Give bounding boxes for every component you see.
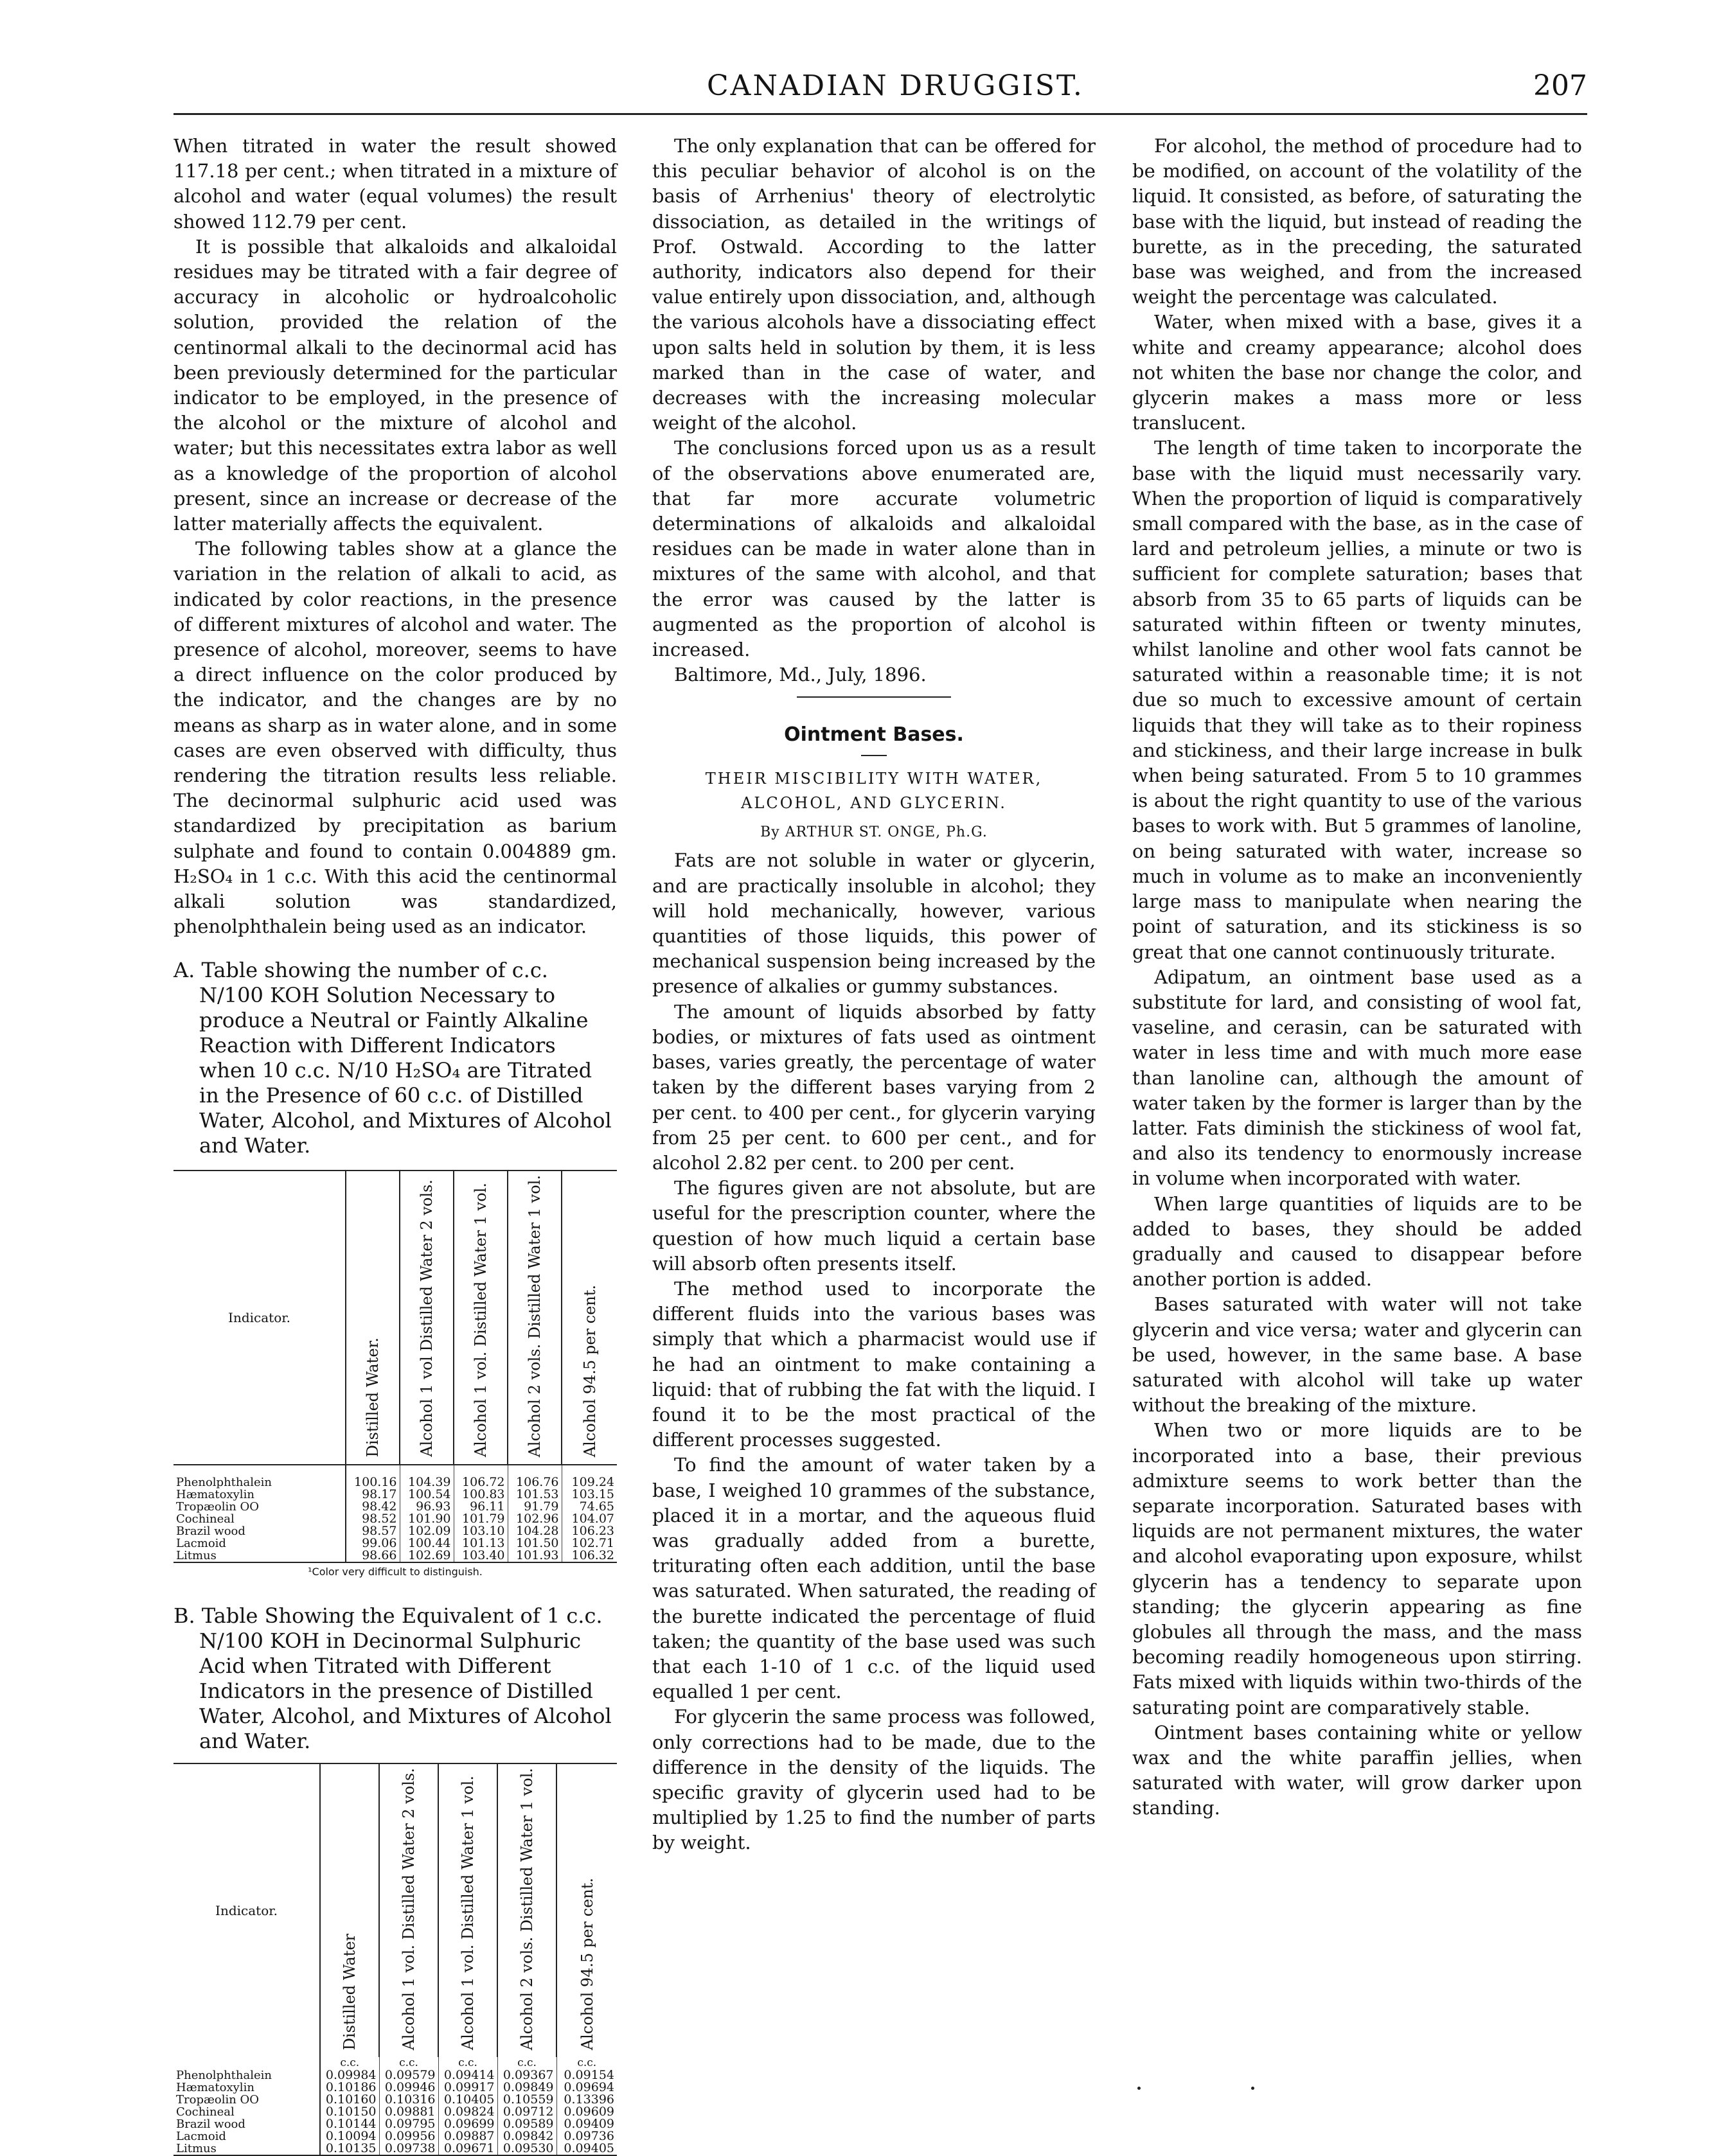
cell: 101.50 (508, 1537, 562, 1550)
cell: 0.10160 (320, 2094, 379, 2106)
page-number: 207 (1533, 69, 1587, 102)
cell: 0.10135 (320, 2143, 379, 2155)
cell: 0.09736 (564, 2130, 614, 2143)
paragraph: When large quantities of liquids are to be added to bases, they should be added gradually and caused to disappear before another portion is added. (1132, 1192, 1582, 1291)
cell: 102.71 (571, 1537, 614, 1550)
indicator-name: Brazil wood (173, 2118, 320, 2130)
cell: 102.09 (400, 1525, 454, 1537)
table-b (173, 1763, 617, 2156)
column-header: Alcohol 1 vol. Distilled Water 2 vols. (400, 1767, 418, 2051)
column-header: Distilled Water (341, 1934, 359, 2051)
cell: 0.09694 (564, 2081, 614, 2094)
running-head (173, 69, 1587, 110)
cell: 0.09887 (438, 2130, 497, 2143)
cell: 0.09699 (438, 2118, 497, 2130)
cell: 0.09409 (564, 2118, 614, 2131)
unit-label: c.c. (497, 2057, 556, 2069)
column-header: Alcohol 1 vol Distilled Water 2 vols. (418, 1180, 436, 1457)
column-header: Alcohol 1 vol. Distilled Water 1 vol. (459, 1776, 477, 2051)
indicator-name: Brazil wood (173, 1525, 346, 1537)
cell: 0.09671 (438, 2143, 497, 2155)
cell: 0.10316 (379, 2094, 438, 2106)
column-right (1132, 134, 1582, 1821)
cell: 0.09881 (379, 2106, 438, 2118)
cell: 74.65 (579, 1500, 614, 1513)
print-speck (1251, 2087, 1254, 2090)
paragraph: The conclusions forced upon us as a result of the observations above enumerated are, that far more accurate volumetric determinations of alkaloids and alkaloidal residues can be made in water alone than in mixtures of the same with alcohol, and that the error was caused by the latter is augmented as the proportion of alcohol is increased. (652, 437, 1096, 661)
paragraph: The method used to incorporate the different fluids into the various bases was simply that which a pharmacist would use if he had an ointment to make containing a liquid: that of rubbing the fat with the liquid. I found it to be the most practical of the different processes suggested. (652, 1277, 1096, 1451)
cell: 106.76 (508, 1476, 562, 1489)
cell: 100.16 (346, 1476, 400, 1489)
indicator-name: Tropæolin OO (173, 1501, 346, 1513)
table-row (173, 2081, 617, 2094)
column-header: Distilled Water. (364, 1337, 382, 1457)
indicator-name: Litmus (173, 1550, 346, 1562)
cell: 0.09405 (564, 2143, 614, 2156)
cell: 0.09154 (564, 2069, 614, 2082)
cell: 102.96 (508, 1513, 562, 1525)
cell: 106.72 (454, 1476, 508, 1489)
cell: 0.09842 (497, 2130, 556, 2143)
article-title: Ointment Bases. (784, 723, 964, 747)
cell: 100.44 (400, 1537, 454, 1550)
article-subtitle: THEIR MISCIBILITY WITH WATER, ALCOHOL, AND GLYCERIN. (705, 770, 1043, 813)
table-row (173, 2106, 617, 2118)
cell: 106.32 (571, 1549, 614, 1562)
cell: 103.10 (454, 1525, 508, 1537)
table-row (173, 1550, 617, 1562)
header-rule (173, 113, 1587, 115)
cell: 104.39 (400, 1476, 454, 1489)
paragraph: To find the amount of water taken by a base, I weighed 10 grammes of the substance, placed it in a mortar, and the aqueous fluid was gradually added from a burette, triturating often each addition, until the base was saturated. When saturated, the reading of the burette indicated the percentage of fluid taken; the quantity of the base used was such that each 1-10 of 1 c.c. of the liquid used equalled 1 per cent. (652, 1454, 1096, 1703)
paragraph: For alcohol, the method of procedure had to be modified, on account of the volatility of the liquid. It consisted, as before, of saturating the base with the liquid, but instead of reading the burette, as in the preceding, the saturated base was weighed, and from the increased weight the percentage was calculated. (1132, 135, 1582, 308)
cell: 96.11 (454, 1501, 508, 1513)
cell: 0.09367 (497, 2069, 556, 2081)
table-a (173, 1170, 617, 1563)
cell: 0.09956 (379, 2130, 438, 2143)
paragraph: Adipatum, an ointment base used as a substitute for lard, and consisting of wool fat, vaseline, and cerasin, can be saturated with water in less time and with much more ease than lanoline can, although the amount of water taken by the former is larger than by the latter. Fats diminish the stickiness of wool fat, and also its tendency to enormously increase in volume when incorporated with water. (1132, 966, 1582, 1190)
cell: 0.09589 (497, 2118, 556, 2130)
unit-label: c.c. (320, 2057, 379, 2069)
cell: 103.15 (571, 1488, 614, 1501)
cell: 98.17 (346, 1489, 400, 1501)
cell: 98.52 (346, 1513, 400, 1525)
indicator-name: Hæmatoxylin (173, 1489, 346, 1501)
table-row (173, 2069, 617, 2081)
column-header: Alcohol 1 vol. Distilled Water 1 vol. (472, 1182, 490, 1457)
indicator-name: Lacmoid (173, 2130, 320, 2143)
cell: 100.54 (400, 1489, 454, 1501)
cell: 98.42 (346, 1501, 400, 1513)
paragraph: The amount of liquids absorbed by fatty bodies, or mixtures of fats used as ointment bases, varies greatly, the percentage of water taken by the different bases varying from 2 per cent. to 400 per cent., for glycerin varying from 25 per cent. to 600 per cent., and for alcohol 2.82 per cent. to 200 per cent. (652, 1000, 1096, 1174)
cell: 106.23 (571, 1524, 614, 1537)
unit-label: c.c. (379, 2057, 438, 2069)
cell: 98.66 (346, 1550, 400, 1562)
column-header: Alcohol 2 vols. Distilled Water 1 vol. (526, 1174, 544, 1457)
paragraph: The length of time taken to incorporate the base with the liquid must necessarily vary. When the proportion of liquid is comparatively small compared with the base, as in the case of lard and petroleum jellies, a minute or two is sufficient for complete saturation; bases that absorb from 35 to 65 parts of liquids can be saturated within fifteen or twenty minutes, whilst lanoline and other wool fats cannot be saturated within a reasonable time; it is not due so much to excessive amount of certain liquids that they will take as to their ropiness and stickiness, and their large increase in bulk when being saturated. From 5 to 10 grammes is about the right quantity to use of the various bases to work with. But 5 grammes of lanoline, on being saturated with water, increase so much in volume as to make an inconveniently large mass to manipulate when nearing the point of saturation, and its stickiness is so great that one cannot continuously triturate. (1132, 437, 1582, 963)
paragraph: The only explanation that can be offered for this peculiar behavior of alcohol is on the basis of Arrhenius' theory of electrolytic dissociation, as detailed in the writings of Prof. Ostwald. According to the latter authority, indicators also depend for their value entirely upon dissociation, and, although the various alcohols have a dissociating effect upon salts held in solution by them, it is less marked than in the case of water, and decreases with the increasing molecular weight of the alcohol. (652, 135, 1096, 434)
indicator-name: Phenolphthalein (173, 2069, 320, 2081)
cell: 0.09609 (564, 2106, 614, 2119)
cell: 101.90 (400, 1513, 454, 1525)
column-middle (652, 134, 1096, 1856)
cell: 0.09530 (497, 2143, 556, 2155)
paragraph: When two or more liquids are to be incorporated into a base, their previous admixture seems to work better than the separate incorporation. Saturated bases with liquids are not permanent mixtures, the water and alcohol evaporating upon exposure, whilst glycerin has a tendency to separate upon standing; the glycerin appearing as fine globules all through the mass, and the mass becoming readily homogeneous upon stirring. Fats mixed with liquids within two-thirds of the saturating point are comparatively stable. (1132, 1419, 1582, 1719)
cell: 0.10559 (497, 2094, 556, 2106)
cell: 0.09984 (320, 2069, 379, 2081)
paragraph: Water, when mixed with a base, gives it a white and creamy appearance; alcohol does not whiten the base nor change the color, and glycerin makes a mass more or less translucent. (1132, 311, 1582, 434)
cell: 0.10150 (320, 2106, 379, 2118)
table-row (173, 1501, 617, 1513)
paragraph: The figures given are not absolute, but are useful for the prescription counter, where the question of how much liquid a certain base will absorb often presents itself. (652, 1177, 1096, 1275)
cell: 0.09946 (379, 2081, 438, 2094)
table-row (173, 2094, 617, 2106)
table-row (173, 1537, 617, 1550)
cell: 101.53 (508, 1489, 562, 1501)
unit-label: c.c. (438, 2057, 497, 2069)
cell: 0.10186 (320, 2081, 379, 2094)
indicator-name: Litmus (173, 2143, 320, 2155)
table-row (173, 2143, 617, 2155)
cell: 91.79 (508, 1501, 562, 1513)
cell: 109.24 (571, 1476, 614, 1489)
indicator-header: Indicator. (173, 1763, 320, 2057)
print-speck (1137, 2087, 1141, 2090)
paragraph: It is possible that alkaloids and alkaloidal residues may be titrated with a fair degree of accuracy in alcoholic or hydroalcoholic solution, provided the relation of the centinormal alkali to the decinormal acid has been previously determined for the particular indicator to be employed, in the presence of the alcohol or the mixture of alcohol and water; but this necessitates extra labor as well as a knowledge of the proportion of alcohol present, since an increase or decrease of the latter materially affects the equivalent. (173, 235, 617, 535)
table-row (173, 2130, 617, 2143)
paragraph: When titrated in water the result showed 117.18 per cent.; when titrated in a mixture of alcohol and water (equal volumes) the result showed 112.79 per cent. (173, 135, 617, 233)
cell: 0.09849 (497, 2081, 556, 2094)
table-row (173, 1525, 617, 1537)
cell: 0.09579 (379, 2069, 438, 2081)
column-header: Alcohol 2 vols. Distilled Water 1 vol. (518, 1767, 536, 2051)
cell: 101.79 (454, 1513, 508, 1525)
paragraph: For glycerin the same process was followed, only corrections had to be made, due to the difference in the density of the liquids. The specific gravity of glycerin used had to be multiplied by 1.25 to find the number of parts by weight. (652, 1706, 1096, 1854)
cell: 101.93 (508, 1550, 562, 1562)
cell: 102.69 (400, 1550, 454, 1562)
table-row (173, 1489, 617, 1501)
table-row (173, 1513, 617, 1525)
indicator-name: Cochineal (173, 1513, 346, 1525)
paragraph: Fats are not soluble in water or glycerin, and are practically insoluble in alcohol; they will hold mechanically, however, various quantities of those liquids, this power of mechanical suspension being increased by the presence of alkalies or gummy substances. (652, 849, 1096, 998)
table-row (173, 2118, 617, 2130)
indicator-name: Tropæolin OO (173, 2094, 320, 2106)
unit-label: c.c. (577, 2057, 597, 2070)
indicator-name: Phenolphthalein (173, 1476, 346, 1489)
column-left (173, 134, 617, 2156)
journal-title: CANADIAN DRUGGIST. (707, 69, 1084, 102)
column-header: Alcohol 94.5 per cent. (580, 1284, 599, 1457)
cell: 0.09824 (438, 2106, 497, 2118)
cell: 100.83 (454, 1489, 508, 1501)
cell: 103.40 (454, 1550, 508, 1562)
indicator-name: Cochineal (173, 2106, 320, 2118)
paragraph: Bases saturated with water will not take glycerin and vice versa; water and glycerin can be used, however, in the same base. A base saturated with alcohol will take up water without the breaking of the mixture. (1132, 1293, 1582, 1417)
cell: 98.57 (346, 1525, 400, 1537)
paragraph: Ointment bases containing white or yellow wax and the white paraffin jellies, when saturated with water, will grow darker upon standing. (1132, 1721, 1582, 1819)
article-byline: By ARTHUR ST. ONGE, Ph.G. (760, 824, 988, 841)
cell: 99.06 (346, 1537, 400, 1550)
cell: 0.10094 (320, 2130, 379, 2143)
column-header: Alcohol 94.5 per cent. (578, 1878, 596, 2051)
cell: 0.13396 (564, 2094, 614, 2107)
cell: 0.09917 (438, 2081, 497, 2094)
dateline: Baltimore, Md., July, 1896. (674, 664, 927, 686)
cell: 0.09795 (379, 2118, 438, 2130)
cell: 0.10405 (438, 2094, 497, 2106)
cell: 101.13 (454, 1537, 508, 1550)
indicator-name: Lacmoid (173, 1537, 346, 1550)
table-row (173, 1476, 617, 1489)
cell: 104.07 (571, 1512, 614, 1525)
indicator-name: Hæmatoxylin (173, 2081, 320, 2094)
cell: 0.10144 (320, 2118, 379, 2130)
paragraph: The following tables show at a glance the variation in the relation of alkali to acid, as indicated by color reactions, in the presence of different mixtures of alcohol and water. The presence of alcohol, moreover, seems to have a direct influence on the color produced by the indicator, and the changes are by no means as sharp as in water alone, and in some cases are even observed with difficulty, thus rendering the titration results less reliable. The decinormal sulphuric acid used was standardized by precipitation as barium sulphate and found to contain 0.004889 gm. H₂SO₄ in 1 c.c. With this acid the centinormal alkali solution was standardized, phenolphthalein being used as an indicator. (173, 538, 617, 938)
cell: 0.09414 (438, 2069, 497, 2081)
cell: 104.28 (508, 1525, 562, 1537)
cell: 0.09738 (379, 2143, 438, 2155)
table-a-caption: A. Table showing the number of c.c. N/100 KOH Solution Necessary to produce a Neutral or Faintly Alkaline Reaction with Different Indicators when 10 c.c. N/10 H₂SO₄ are Titrated in the Presence of 60 c.c. of Distilled Water, Alcohol, and Mixtures of Alcohol and Water. (173, 957, 612, 1158)
cell: 96.93 (400, 1501, 454, 1513)
cell: 0.09712 (497, 2106, 556, 2118)
table-a-footnote: ¹Color very difficult to distinguish. (308, 1565, 483, 1578)
table-b-caption: B. Table Showing the Equivalent of 1 c.c. N/100 KOH in Decinormal Sulphuric Acid when Titrated with Different Indicators in the presence of Distilled Water, Alcohol, and Mixtures of Alcohol and Water. (173, 1603, 612, 1753)
indicator-header: Indicator. (173, 1171, 346, 1465)
